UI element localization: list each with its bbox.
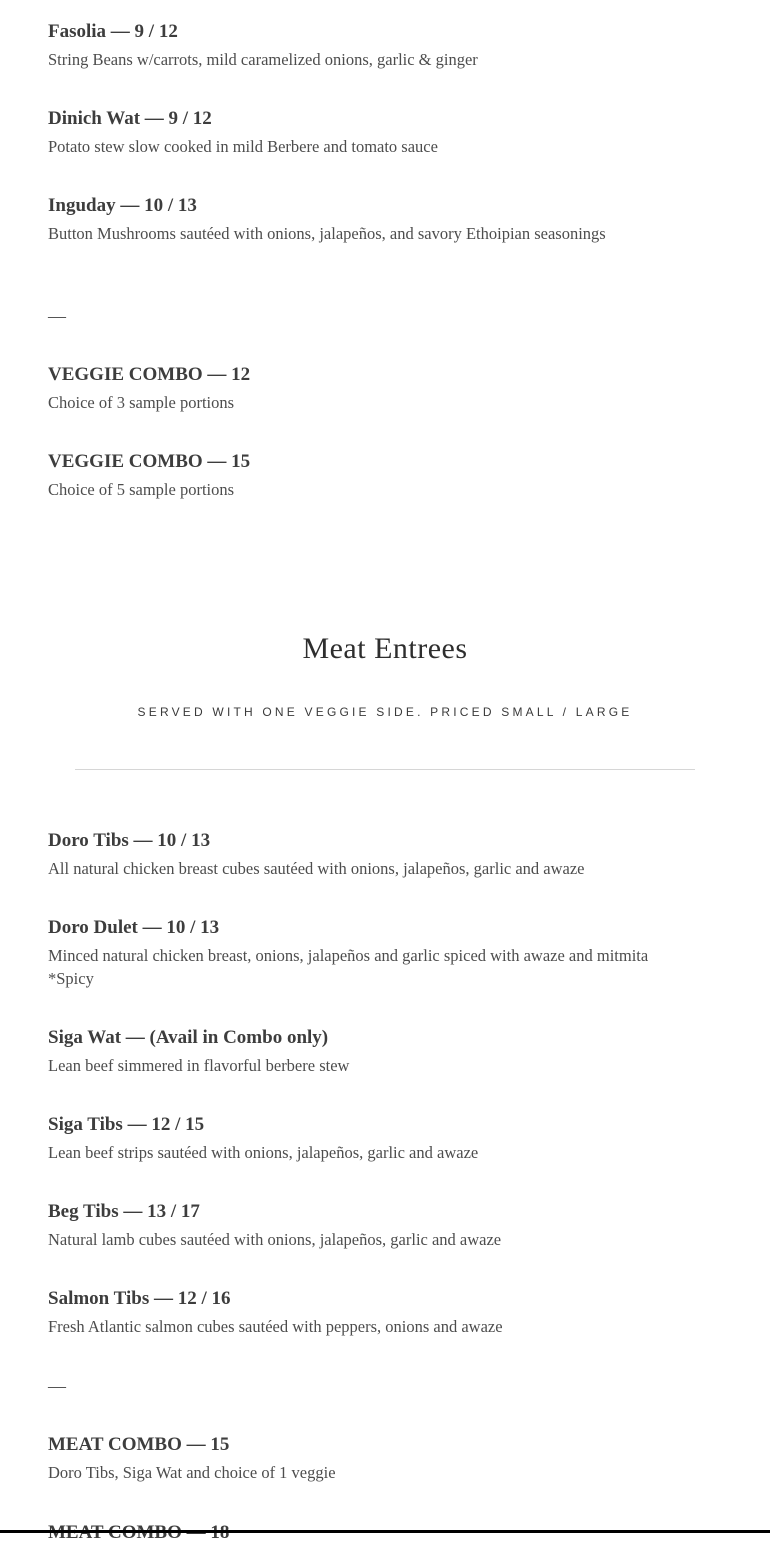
- menu-item-inguday: [48, 194, 608, 245]
- menu-item-beg-tibs: [48, 1200, 668, 1251]
- item-title: Fasolia — 9 / 12: [48, 21, 178, 42]
- section-title: Meat Entrees: [302, 632, 468, 665]
- section-divider: [75, 769, 695, 770]
- item-description: Minced natural chicken breast, onions, jalapeños and garlic spiced with awaze and mitmita *Spicy: [48, 946, 649, 988]
- item-description: Choice of 5 sample portions: [48, 480, 235, 499]
- menu-item-meat-combo-15: [48, 1433, 668, 1484]
- item-title: Dinich Wat — 9 / 12: [48, 108, 212, 129]
- item-title: Beg Tibs — 13 / 17: [48, 1201, 200, 1222]
- item-description: String Beans w/carrots, mild caramelized onions, garlic & ginger: [48, 50, 478, 69]
- item-title: Siga Wat — (Avail in Combo only): [48, 1027, 329, 1048]
- item-title: VEGGIE COMBO — 12: [48, 364, 251, 385]
- item-description: Fresh Atlantic salmon cubes sautéed with peppers, onions and awaze: [48, 1317, 503, 1336]
- menu-item-doro-tibs: [48, 829, 668, 880]
- section-separator: —: [48, 1376, 66, 1396]
- section-separator: —: [48, 306, 66, 326]
- item-title: MEAT COMBO — 15: [48, 1434, 230, 1455]
- menu-item-veggie-combo-5: [48, 450, 668, 501]
- item-description: Doro Tibs, Siga Wat and choice of 1 veggie: [48, 1463, 336, 1482]
- item-description: Natural lamb cubes sautéed with onions, jalapeños, garlic and awaze: [48, 1230, 502, 1249]
- menu-item-veggie-combo-3: [48, 363, 668, 414]
- item-title: Salmon Tibs — 12 / 16: [48, 1288, 231, 1309]
- item-description: Choice of 3 sample portions: [48, 393, 235, 412]
- item-description: Potato stew slow cooked in mild Berbere and tomato sauce: [48, 137, 438, 156]
- item-title: Doro Dulet — 10 / 13: [48, 917, 220, 938]
- menu-item-siga-wat: [48, 1026, 668, 1077]
- section-subtitle: SERVED WITH ONE VEGGIE SIDE. PRICED SMALL / LARGE: [137, 705, 633, 719]
- item-description: Button Mushrooms sautéed with onions, jalapeños, and savory Ethoipian seasonings: [48, 224, 606, 243]
- item-title: [48, 1521, 448, 1545]
- item-description: Lean beef simmered in flavorful berbere stew: [48, 1056, 350, 1075]
- item-title: Doro Tibs — 10 / 13: [48, 830, 211, 851]
- menu-item-dinich-wat: [48, 107, 668, 158]
- item-description: All natural chicken breast cubes sautéed with onions, jalapeños, garlic and awaze: [48, 859, 585, 878]
- menu-item-fasolia: [48, 20, 668, 71]
- item-title: VEGGIE COMBO — 15: [48, 451, 251, 472]
- item-description: Lean beef strips sautéed with onions, jalapeños, garlic and awaze: [48, 1143, 479, 1162]
- menu-item-siga-tibs: [48, 1113, 668, 1164]
- bottom-edge-bar: [0, 1530, 770, 1533]
- menu-item-salmon-tibs: [48, 1287, 668, 1338]
- item-title: Inguday — 10 / 13: [48, 195, 197, 216]
- menu-item-meat-combo-18: [48, 1521, 448, 1530]
- menu-item-doro-dulet: [48, 916, 668, 990]
- item-title: Siga Tibs — 12 / 15: [48, 1114, 205, 1135]
